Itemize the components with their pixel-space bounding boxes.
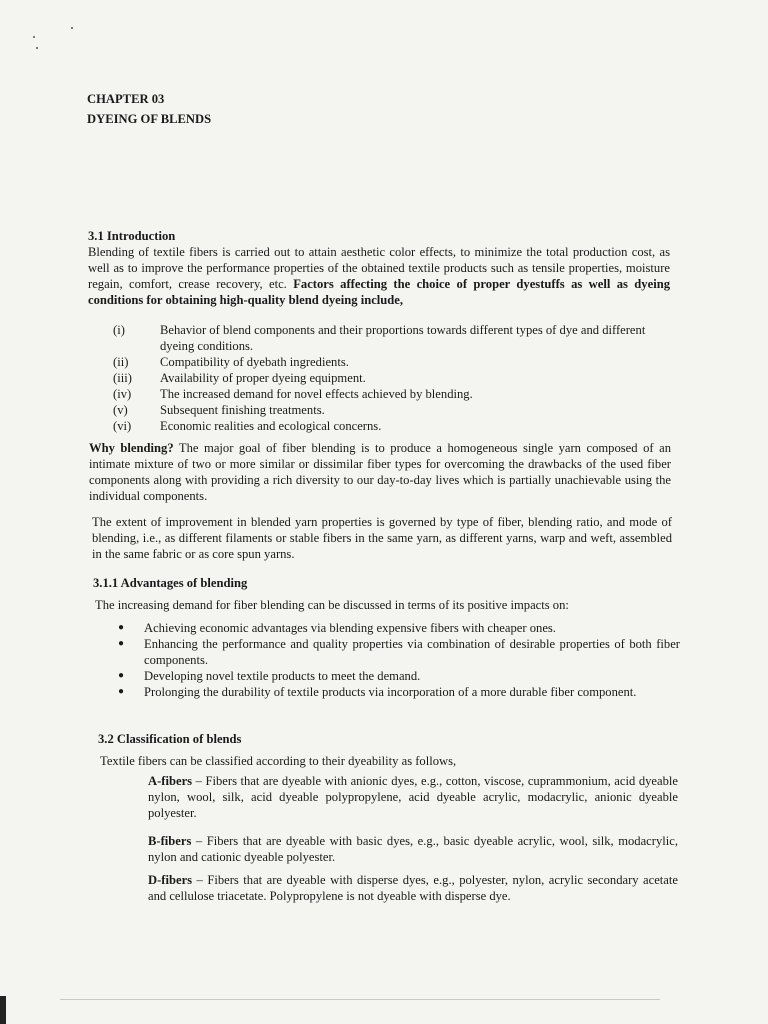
d-fibers-text: – Fibers that are dyeable with disperse dyes, e.g., polyester, nylon, acrylic secondary acetate and cellulose triacetate. Polypropylene is not dyeable with disperse dye.: [148, 873, 678, 903]
bullet-icon: ●: [118, 638, 125, 649]
list-item-number: (v): [113, 403, 128, 417]
scan-speck: [71, 27, 73, 29]
list-item-text: Availability of proper dyeing equipment.: [160, 371, 366, 385]
list-item: [113, 418, 673, 434]
b-fibers-text: – Fibers that are dyeable with basic dyes, e.g., basic dyeable acrylic, wool, silk, modacrylic, nylon and cationic dyeable polyester.: [148, 834, 678, 864]
list-item: [113, 370, 673, 386]
a-fibers-text: – Fibers that are dyeable with anionic dyes, e.g., cotton, viscose, cuprammonium, acid dyeable nylon, wool, silk, acid dyeable polypropylene, acid dyeable acrylic, modacrylic, anionic dyeable polyester.: [148, 774, 678, 820]
advantages-list: [118, 620, 680, 700]
list-item: [113, 322, 673, 354]
scan-speck: [36, 47, 38, 49]
bullet-icon: ●: [118, 670, 125, 681]
intro-factors-lead: Factors affecting the choice of proper dyestuffs as well as dyeing conditions for obtaining high-quality blend dyeing include,: [88, 277, 670, 307]
list-item-number: (ii): [113, 355, 129, 369]
list-item: [118, 636, 680, 668]
list-item-text: Behavior of blend components and their proportions towards different types of dye and different dyeing conditions.: [160, 323, 646, 353]
page-bottom-rule: [60, 999, 660, 1000]
list-item-text: Developing novel textile products to meet the demand.: [144, 669, 421, 683]
chapter-number: CHAPTER 03: [87, 92, 165, 106]
classification-lead: Textile fibers can be classified according to their dyeability as follows,: [100, 754, 457, 768]
list-item: [118, 684, 680, 700]
list-item-number: (i): [113, 323, 125, 337]
list-item: [113, 354, 673, 370]
d-fibers-paragraph: [148, 872, 678, 904]
list-item-text: The increased demand for novel effects achieved by blending.: [160, 387, 473, 401]
list-item: [118, 620, 680, 636]
list-item-text: Subsequent finishing treatments.: [160, 403, 325, 417]
list-item-text: Enhancing the performance and quality properties via combination of desirable properties of both fiber components.: [144, 637, 680, 667]
why-blending-label: Why blending?: [89, 441, 174, 455]
list-item-text: Achieving economic advantages via blending expensive fibers with cheaper ones.: [144, 621, 556, 635]
why-blending-text: The major goal of fiber blending is to produce a homogeneous single yarn composed of an intimate mixture of two or more similar or dissimilar fiber types for overcoming the drawbacks of the used fiber components along with providing a rich diversity to our day-to-day lives which is partially unachievable using the individual components.: [89, 441, 671, 503]
why-blending-paragraph: [89, 440, 671, 504]
list-item: [118, 668, 680, 684]
extent-text: The extent of improvement in blended yarn properties is governed by type of fiber, blending ratio, and mode of blending, i.e., as different filaments or stable fibers in the same yarn, as different yarns, warp and weft, assembled in the same fabric or as core spun yarns.: [92, 515, 672, 561]
bullet-icon: ●: [118, 622, 125, 633]
a-fibers-label: A-fibers: [148, 774, 193, 788]
list-item: [113, 386, 673, 402]
list-item-number: (iii): [113, 371, 132, 385]
list-item-text: Prolonging the durability of textile products via incorporation of a more durable fiber component.: [144, 685, 637, 699]
d-fibers-label: D-fibers: [148, 873, 193, 887]
scan-speck: [33, 36, 35, 38]
intro-text: Blending of textile fibers is carried out to attain aesthetic color effects, to minimize the total production cost, as well as to improve the performance properties of the obtained textile products such as tensile properties, moisture regain, comfort, crease recovery, etc.: [88, 245, 670, 291]
b-fibers-paragraph: [148, 833, 678, 865]
b-fibers-label: B-fibers: [148, 834, 192, 848]
a-fibers-paragraph: [148, 773, 678, 821]
advantages-lead: The increasing demand for fiber blending can be discussed in terms of its positive impacts on:: [95, 598, 569, 612]
list-item-number: (iv): [113, 387, 132, 401]
extent-paragraph: [92, 514, 672, 562]
intro-paragraph: [88, 244, 670, 308]
section-heading-classification: 3.2 Classification of blends: [98, 732, 242, 746]
chapter-title: DYEING OF BLENDS: [87, 112, 212, 126]
scan-edge-shadow: [0, 996, 6, 1024]
list-item-text: Compatibility of dyebath ingredients.: [160, 355, 349, 369]
section-heading-advantages: 3.1.1 Advantages of blending: [93, 576, 248, 590]
section-heading-introduction: 3.1 Introduction: [88, 229, 176, 243]
list-item: [113, 402, 673, 418]
list-item-text: Economic realities and ecological concerns.: [160, 419, 382, 433]
bullet-icon: ●: [118, 686, 125, 697]
list-item-number: (vi): [113, 419, 132, 433]
factors-list: [113, 322, 673, 434]
